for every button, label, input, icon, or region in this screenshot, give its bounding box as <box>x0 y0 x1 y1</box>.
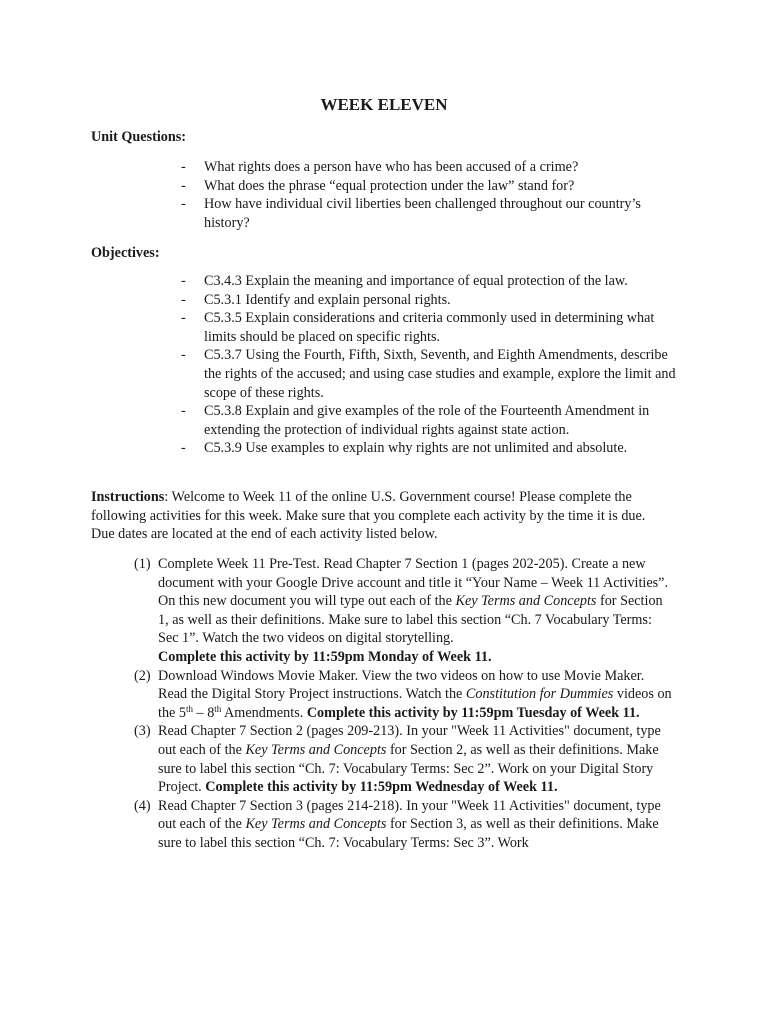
due-date: Complete this activity by 11:59pm Monday of Week 11. <box>158 648 492 665</box>
objectives-list <box>181 272 681 458</box>
activity-item-4: (4) Read Chapter 7 Section 3 (pages 214-218). In your "Week 11 Activities" document, type out each of the Key Terms and Concepts for Section 3, as well as their definitions. Make sure to label this section “Ch. 7: Vocabulary Terms: Sec 3”. Work <box>134 797 661 851</box>
unit-questions-list <box>181 158 681 232</box>
page-title: WEEK ELEVEN <box>320 95 448 114</box>
list-item: - What rights does a person have who has been accused of a crime? <box>181 159 579 175</box>
instructions-paragraph: Instructions: Welcome to Week 11 of the online U.S. Government course! Please complete the following activities for this week. Make sure that you complete each activity by the time it is due. Due dates are located at the end of each activity listed below. <box>91 489 646 543</box>
activity-list <box>134 555 674 853</box>
list-item: - What does the phrase “equal protection under the law” stand for? <box>181 177 575 194</box>
due-date: Complete this activity by 11:59pm Wednesday of Week 11. <box>205 779 558 796</box>
list-item: - C5.3.9 Use examples to explain why rights are not unlimited and absolute. <box>181 440 628 457</box>
objectives-heading: Objectives: <box>91 245 160 261</box>
activity-item-2: (2) Download Windows Movie Maker. View the two videos on how to use Movie Maker. Read the Digital Story Project instructions. Watch the Constitution for Dummies videos on the 5th – 8th Amendments. Complete this activity by 11:59pm Tuesday of Week 11. <box>134 667 672 721</box>
list-item: - How have individual civil liberties been challenged throughout our country’s history? <box>181 196 641 231</box>
list-item: - C3.4.3 Explain the meaning and importance of equal protection of the law. <box>181 273 628 289</box>
list-item: - C5.3.7 Using the Fourth, Fifth, Sixth, Seventh, and Eighth Amendments, describe the rights of the accused; and using case studies and example, explore the limit and scope of these rights. <box>181 347 676 401</box>
instructions-label: Instructions <box>91 489 165 505</box>
list-item: - C5.3.1 Identify and explain personal rights. <box>181 291 451 308</box>
unit-questions-heading: Unit Questions: <box>91 129 186 145</box>
activity-item-1: (1) Complete Week 11 Pre-Test. Read Chapter 7 Section 1 (pages 202-205). Create a new document with your Google Drive account and title it “Your Name – Week 11 Activities”. On this new document you will type out each of the Key Terms and Concepts for Section 1, as well as their definitions. Make sure to label this section “Ch. 7 Vocabulary Terms: Sec 1”. Watch the two videos on digital storytelling. Complete this activity by 11:59pm Monday of Week 11. <box>134 556 669 665</box>
list-item: - C5.3.8 Explain and give examples of the role of the Fourteenth Amendment in extending the protection of individual rights against state action. <box>181 403 650 438</box>
list-item: - C5.3.5 Explain considerations and criteria commonly used in determining what limits should be placed on specific rights. <box>181 310 655 345</box>
activity-item-3: (3) Read Chapter 7 Section 2 (pages 209-213). In your "Week 11 Activities" document, type out each of the Key Terms and Concepts for Section 2, as well as their definitions. Make sure to label this section “Ch. 7: Vocabulary Terms: Sec 2”. Work on your Digital Story Project. Complete this activity by 11:59pm Wednesday of Week 11. <box>134 723 661 796</box>
due-date: Complete this activity by 11:59pm Tuesday of Week 11. <box>306 704 640 721</box>
